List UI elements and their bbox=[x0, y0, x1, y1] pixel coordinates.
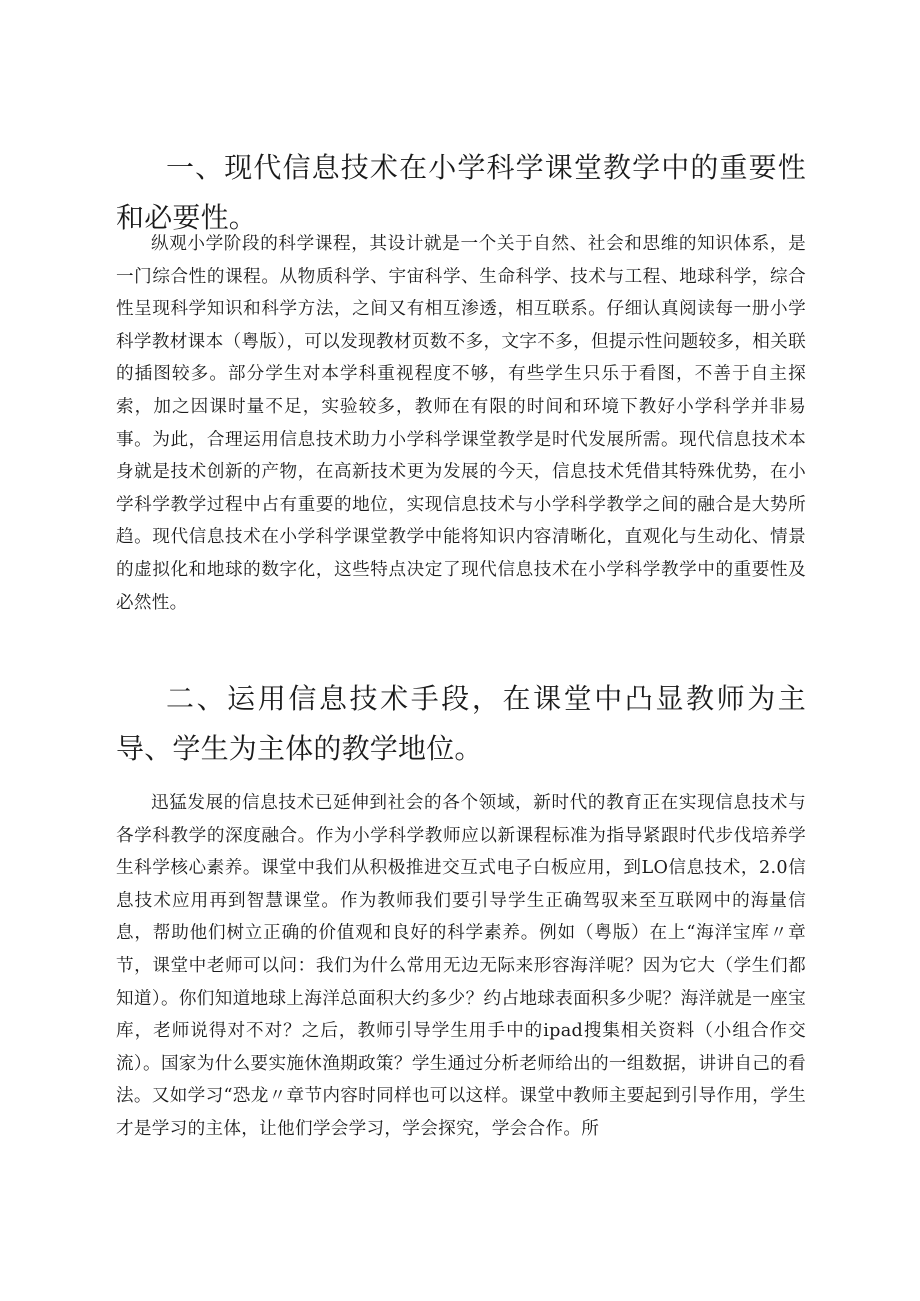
section-1-heading: 一、现代信息技术在小学科学课堂教学中的重要性和必要性。 bbox=[116, 151, 806, 234]
section-2-paragraph: 迅猛发展的信息技术已延伸到社会的各个领域，新时代的教育正在实现信息技术与各学科教学的深度融合。作为小学科学教师应以新课程标准为指导紧跟时代步伐培养学生科学核心素养。课堂中我们从积极推进交互式电子白板应用，到LO信息技术，2.0信息技术应用再到智慧课堂。作为教师我们要引导学生正确驾驭来至互联网中的海量信息，帮助他们树立正确的价值观和良好的科学素养。例如（粤版）在上“海洋宝库〃章节，课堂中老师可以问：我们为什么常用无边无际来形容海洋呢？因为它大（学生们都知道）。你们知道地球上海洋总面积大约多少？约占地球表面积多少呢？海洋就是一座宝库，老师说得对不对？之后，教师引导学生用手中的ipad搜集相关资料（小组合作交流）。国家为什么要实施休渔期政策？学生通过分析老师给出的一组数据，讲讲自己的看法。又如学习“恐龙〃章节内容时同样也可以这样。课堂中教师主要起到引导作用，学生才是学习的主体，让他们学会学习，学会探究，学会合作。所 bbox=[116, 793, 806, 1139]
section-2-heading: 二、运用信息技术手段，在课堂中凸显教师为主导、学生为主体的教学地位。 bbox=[116, 682, 806, 765]
section-1-paragraph: 纵观小学阶段的科学课程，其设计就是一个关于自然、社会和思维的知识体系，是一门综合性的课程。从物质科学、宇宙科学、生命科学、技术与工程、地球科学，综合性呈现科学知识和科学方法，之间又有相互渗透，相互联系。仔细认真阅读每一册小学科学教材课本（粤版），可以发现教材页数不多，文字不多，但提示性问题较多，相关联的插图较多。部分学生对本学科重视程度不够，有些学生只乐于看图，不善于自主探索，加之因课时量不足，实验较多，教师在有限的时间和环境下教好小学科学并非易事。为此，合理运用信息技术助力小学科学课堂教学是时代发展所需。现代信息技术本身就是技术创新的产物，在高新技术更为发展的今天，信息技术凭借其特殊优势，在小学科学教学过程中占有重要的地位，实现信息技术与小学科学教学之间的融合是大势所趋。现代信息技术在小学科学课堂教学中能将知识内容清晰化，直观化与生动化、情景的虚拟化和地球的数字化，这些特点决定了现代信息技术在小学科学教学中的重要性及必然性。 bbox=[116, 234, 806, 613]
